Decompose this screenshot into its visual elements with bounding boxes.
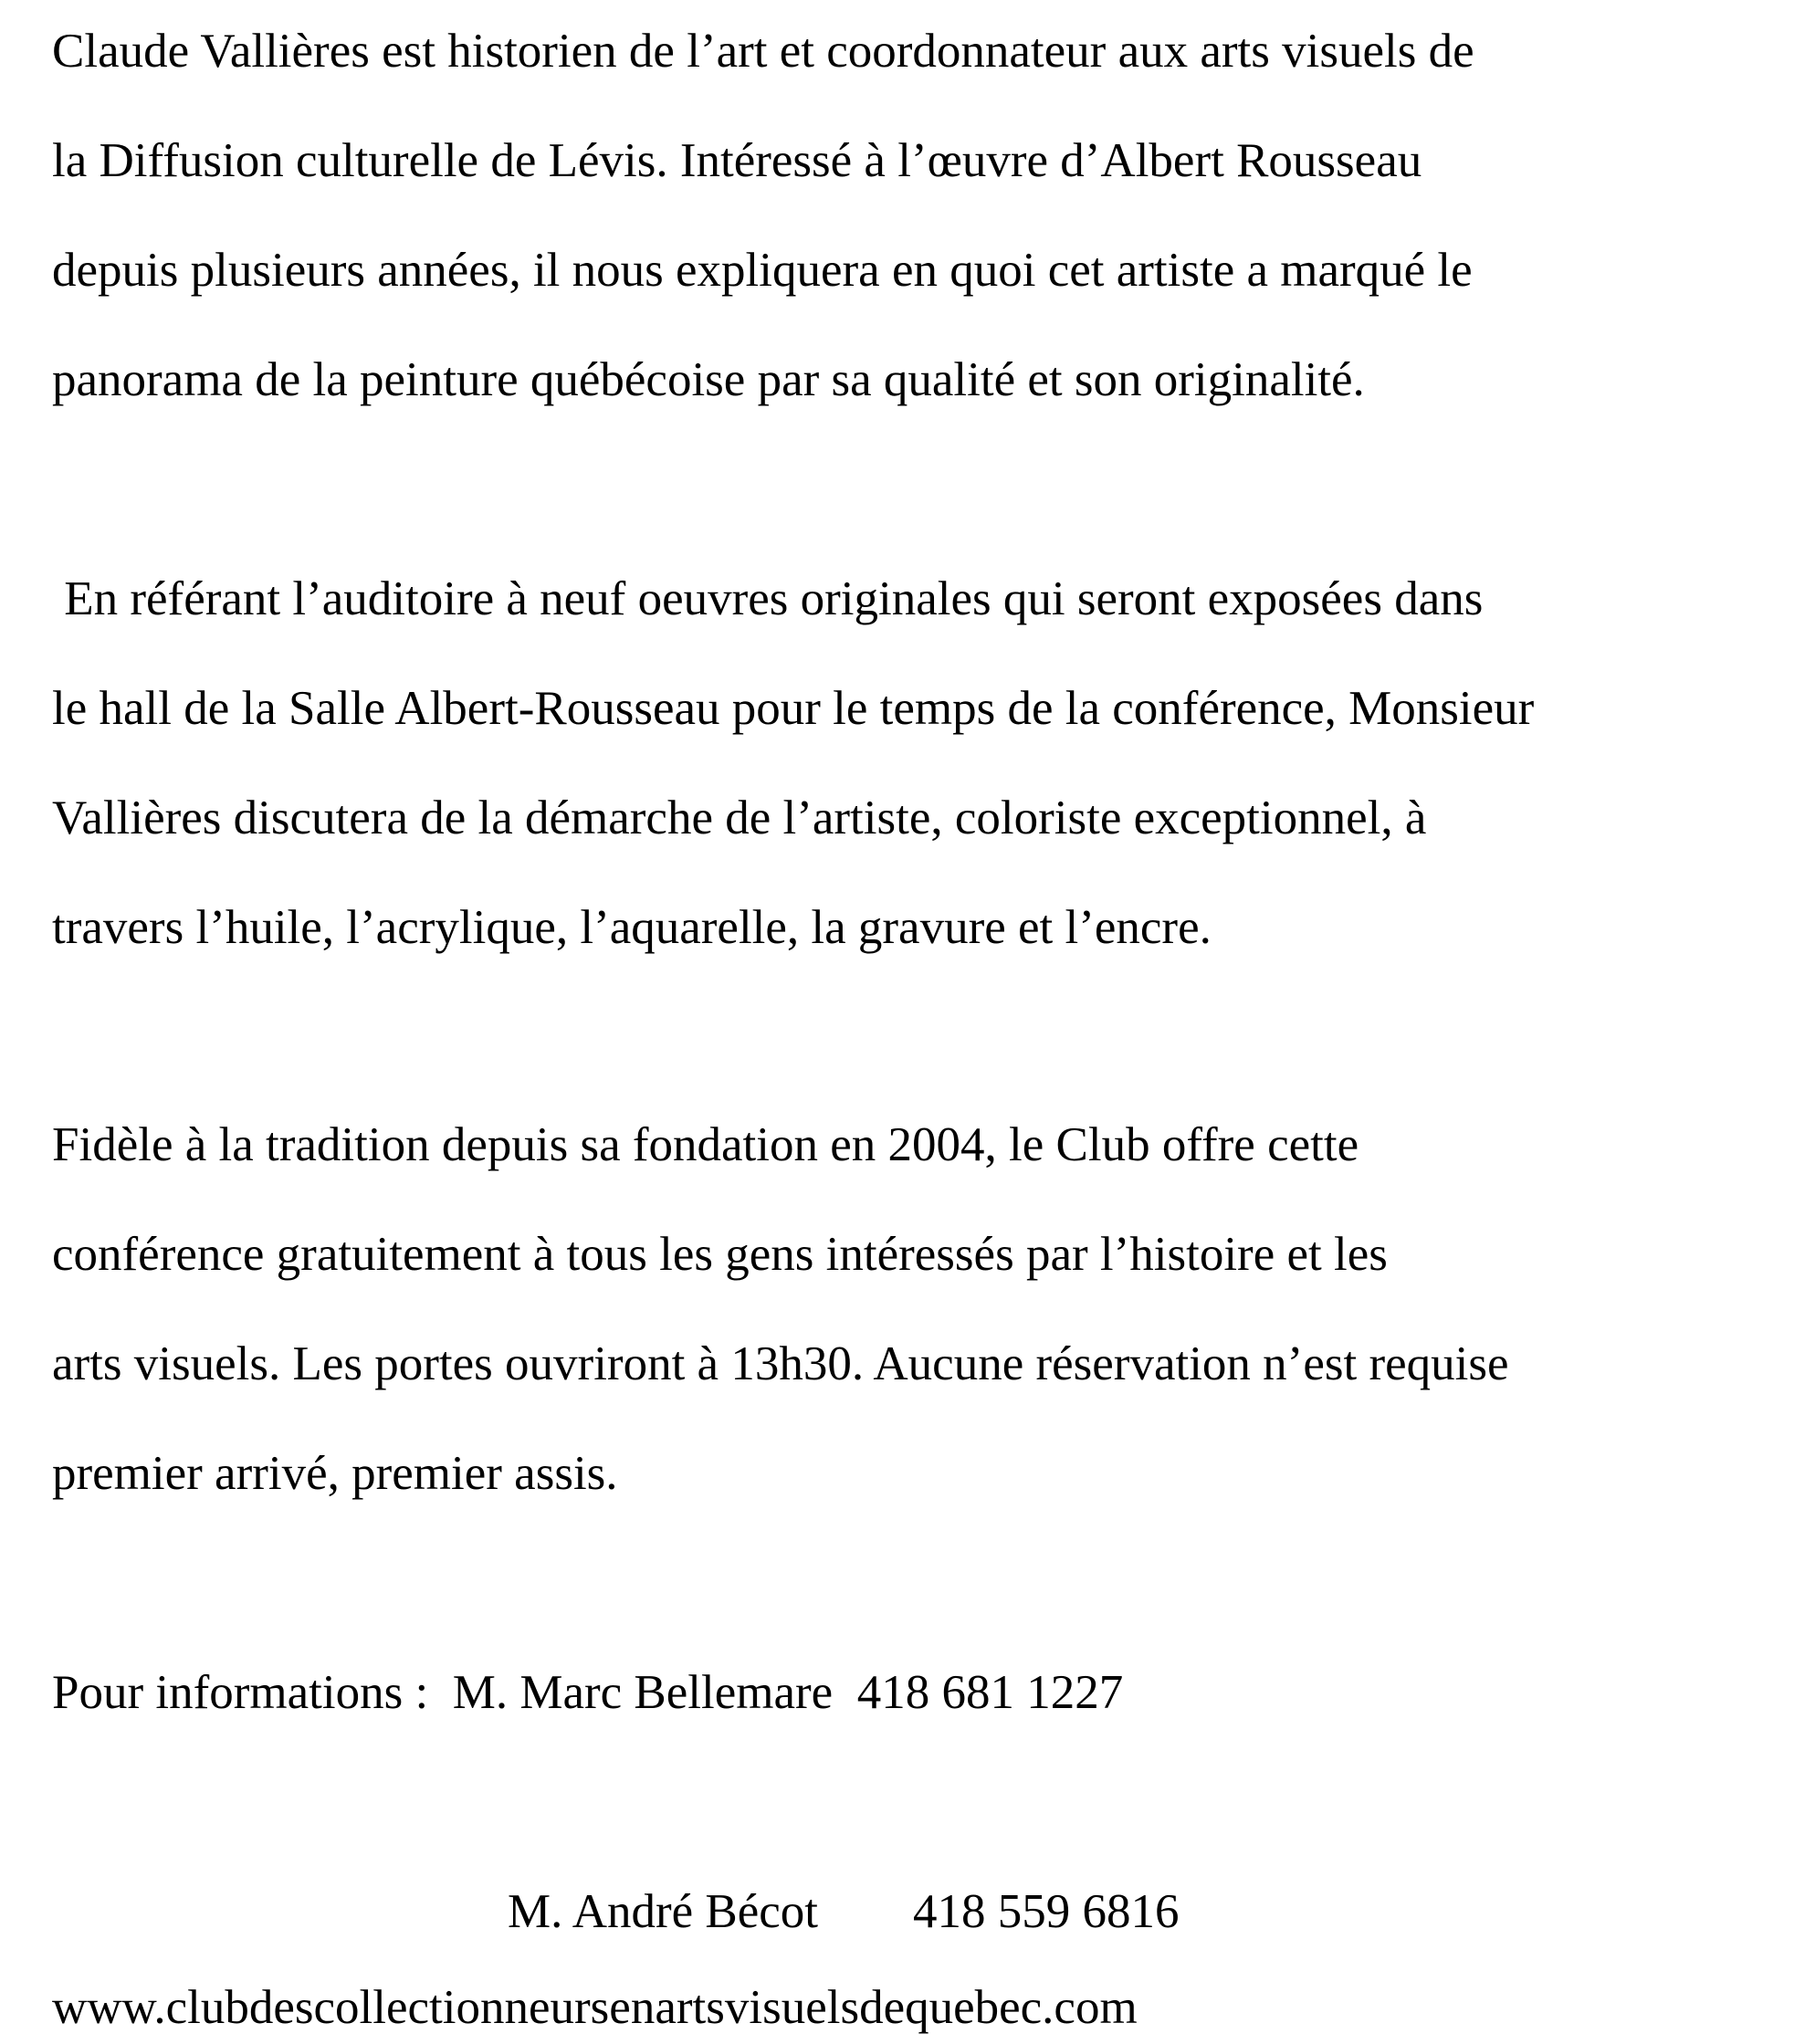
- paragraph-3-line-4: premier arrivé, premier assis.: [52, 1447, 618, 1500]
- contact-line-2: [508, 1882, 1180, 1941]
- website-link[interactable]: www.clubdescollectionneursenartsvisuelsdequebec.com: [52, 1981, 1138, 2034]
- contact-label: Pour informations :: [52, 1666, 429, 1719]
- contact-line-1: [52, 1663, 1123, 1722]
- contact-1-name: M. Marc Bellemare: [452, 1666, 834, 1719]
- contact-2-phone: 418 559 6816: [913, 1885, 1180, 1938]
- paragraph-1-line-1: Claude Vallières est historien de l’art et coordonnateur aux arts visuels de: [52, 25, 1474, 78]
- paragraph-1-line-2: la Diffusion culturelle de Lévis. Intéressé à l’œuvre d’Albert Rousseau: [52, 134, 1422, 187]
- paragraph-2-line-4: travers l’huile, l’acrylique, l’aquarelle, la gravure et l’encre.: [52, 901, 1212, 954]
- paragraph-1-line-4: panorama de la peinture québécoise par sa qualité et son originalité.: [52, 353, 1365, 406]
- paragraph-1-line-3: depuis plusieurs années, il nous expliquera en quoi cet artiste a marqué le: [52, 244, 1473, 297]
- paragraph-3-line-2: conférence gratuitement à tous les gens intéressés par l’histoire et les: [52, 1228, 1388, 1281]
- paragraph-2-line-3: Vallières discutera de la démarche de l’artiste, coloriste exceptionnel, à: [52, 791, 1427, 844]
- paragraph-3-line-3: arts visuels. Les portes ouvriront à 13h30. Aucune réservation n’est requise: [52, 1337, 1509, 1390]
- contact-1-phone: 418 681 1227: [856, 1666, 1124, 1719]
- paragraph-2-line-2: le hall de la Salle Albert-Rousseau pour le temps de la conférence, Monsieur: [52, 682, 1535, 735]
- paragraph-2-line-1: En référant l’auditoire à neuf oeuvres originales qui seront exposées dans: [52, 572, 1484, 625]
- contact-2-name: M. André Bécot: [508, 1885, 819, 1938]
- paragraph-3-line-1: Fidèle à la tradition depuis sa fondation en 2004, le Club offre cette: [52, 1118, 1359, 1171]
